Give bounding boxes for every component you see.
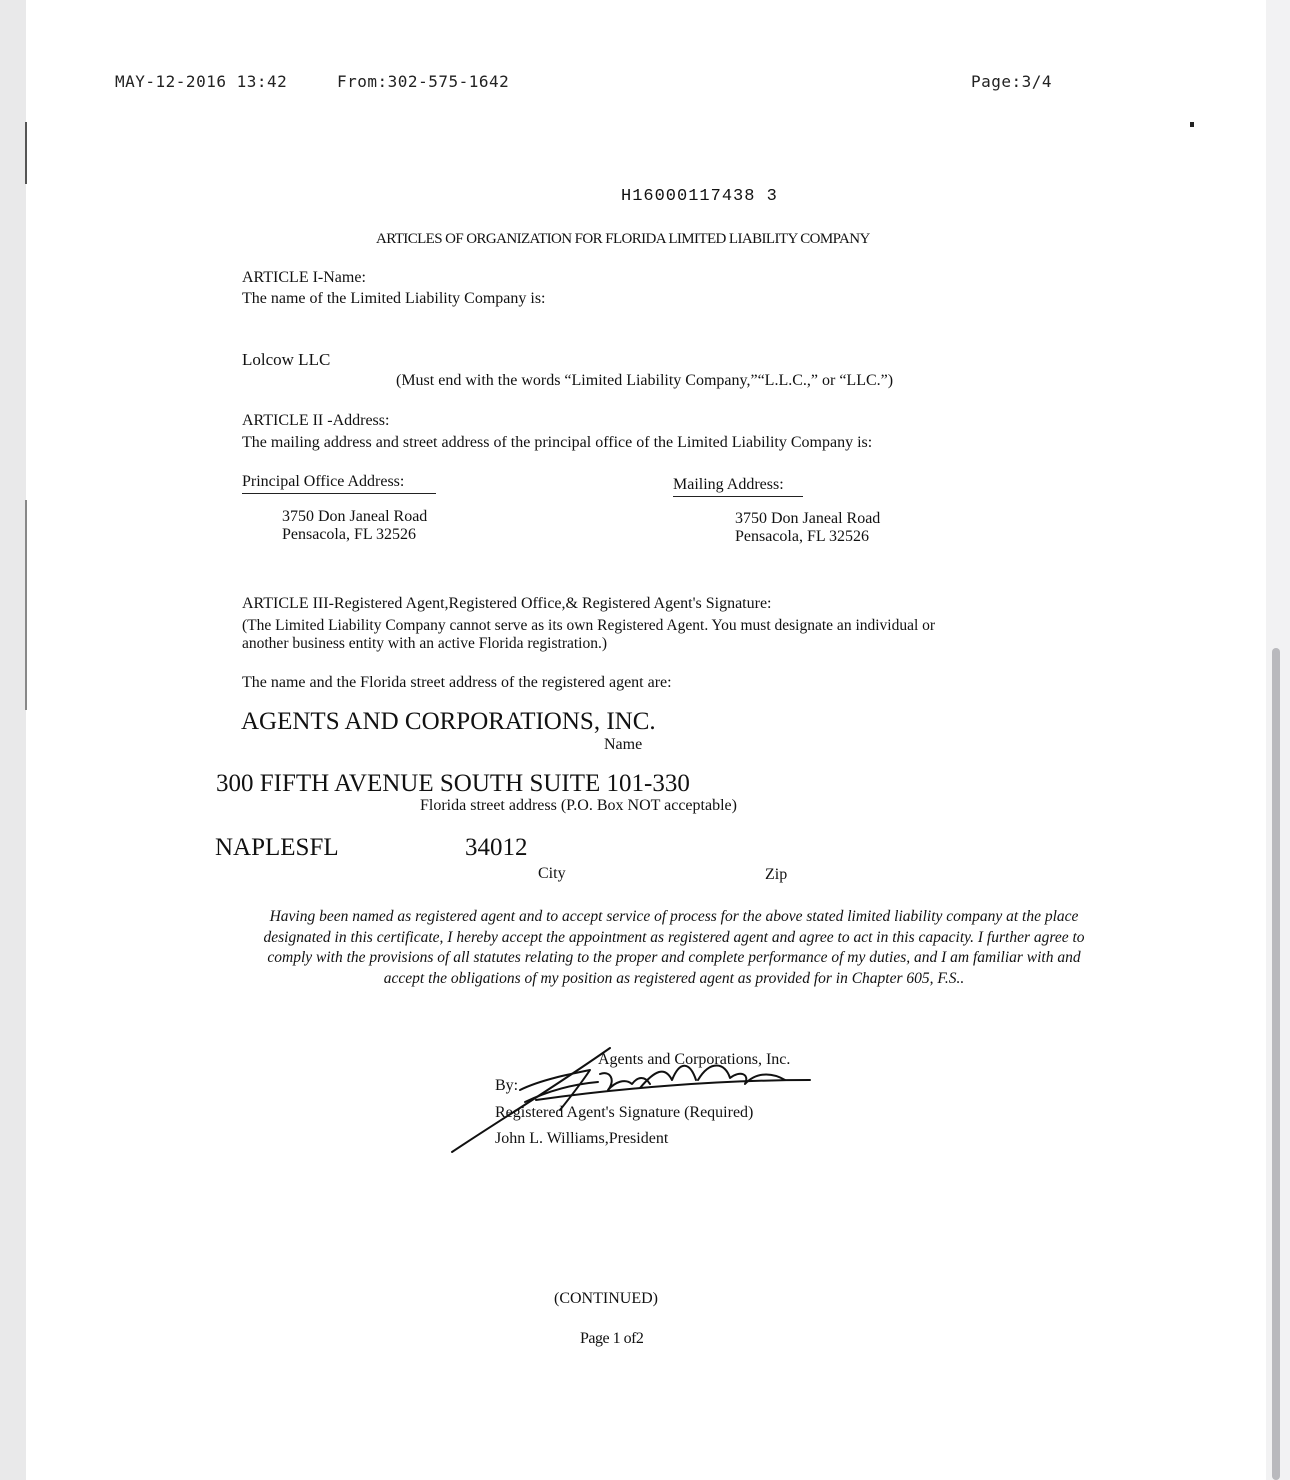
handwritten-signature: [440, 1040, 830, 1160]
page-of-label: Page 1 of2: [580, 1330, 644, 1347]
document-title: ARTICLES OF ORGANIZATION FOR FLORIDA LIMITED LIABILITY COMPANY: [376, 231, 870, 247]
agent-name: AGENTS AND CORPORATIONS, INC.: [241, 708, 656, 735]
scan-edge-mark: [25, 122, 27, 184]
signature-by-label: By:: [495, 1077, 519, 1094]
scrollbar-thumb[interactable]: [1272, 648, 1280, 1480]
article3-note-line2: another business entity with an active Florida registration.): [242, 635, 608, 652]
signer-name: John L. Williams,President: [495, 1130, 669, 1147]
document-number: H16000117438 3: [621, 187, 778, 206]
agent-city: NAPLESFL: [215, 834, 339, 861]
street-address-caption: Florida street address (P.O. Box NOT acceptable): [420, 797, 737, 814]
fax-datetime: MAY-12-2016 13:42: [115, 72, 288, 91]
scan-edge-mark: [25, 500, 27, 710]
signature-caption: Registered Agent's Signature (Required): [495, 1104, 754, 1121]
mailing-address-line1: 3750 Don Janeal Road: [735, 510, 881, 527]
fax-page: Page:3/4: [971, 72, 1053, 91]
article2-heading: ARTICLE II -Address:: [242, 412, 390, 429]
fax-from: From:302-575-1642: [337, 72, 510, 91]
agent-street-address: 300 FIFTH AVENUE SOUTH SUITE 101-330: [216, 770, 690, 797]
article2-text: The mailing address and street address of the principal office of the Limited Liability Company is:: [242, 434, 873, 451]
registered-agent-intro: The name and the Florida street address of the registered agent are:: [242, 674, 672, 691]
agent-zip: 34012: [465, 834, 528, 861]
document-page: [26, 0, 1266, 1480]
zip-caption: Zip: [765, 866, 788, 883]
agent-acceptance-statement: Having been named as registered agent and to accept service of process for the above stated limited liability company at the place designated in this certificate, I hereby accept the appointment as registered agent and agree to act in this capacity. I further agree to comply with the provisions of all statutes relating to the proper and complete performance of my duties, and I am familiar with and accept the obligations of my position as registered agent as provided for in Chapter 605, F.S..: [263, 908, 1085, 987]
article3-heading: ARTICLE III-Registered Agent,Registered Office,& Registered Agent's Signature:: [242, 595, 772, 612]
article1-heading: ARTICLE I-Name:: [242, 269, 366, 286]
city-caption: City: [538, 865, 566, 882]
principal-address-line2: Pensacola, FL 32526: [282, 526, 417, 543]
company-name: Lolcow LLC: [242, 350, 331, 369]
principal-office-label: Principal Office Address:: [242, 473, 436, 494]
article3-note-line1: (The Limited Liability Company cannot serve as its own Registered Agent. You must designate an individual or: [242, 617, 936, 634]
scan-speck: [1190, 122, 1194, 127]
mailing-address-line2: Pensacola, FL 32526: [735, 528, 870, 545]
continued-label: (CONTINUED): [554, 1290, 658, 1307]
signature-company: Agents and Corporations, Inc.: [598, 1051, 791, 1068]
mailing-address-label: Mailing Address:: [673, 476, 803, 497]
agent-name-caption: Name: [604, 736, 643, 753]
company-name-note: (Must end with the words “Limited Liability Company,”“L.L.C.,” or “LLC.”): [396, 372, 894, 389]
principal-address-line1: 3750 Don Janeal Road: [282, 508, 428, 525]
article1-text: The name of the Limited Liability Company is:: [242, 290, 546, 307]
